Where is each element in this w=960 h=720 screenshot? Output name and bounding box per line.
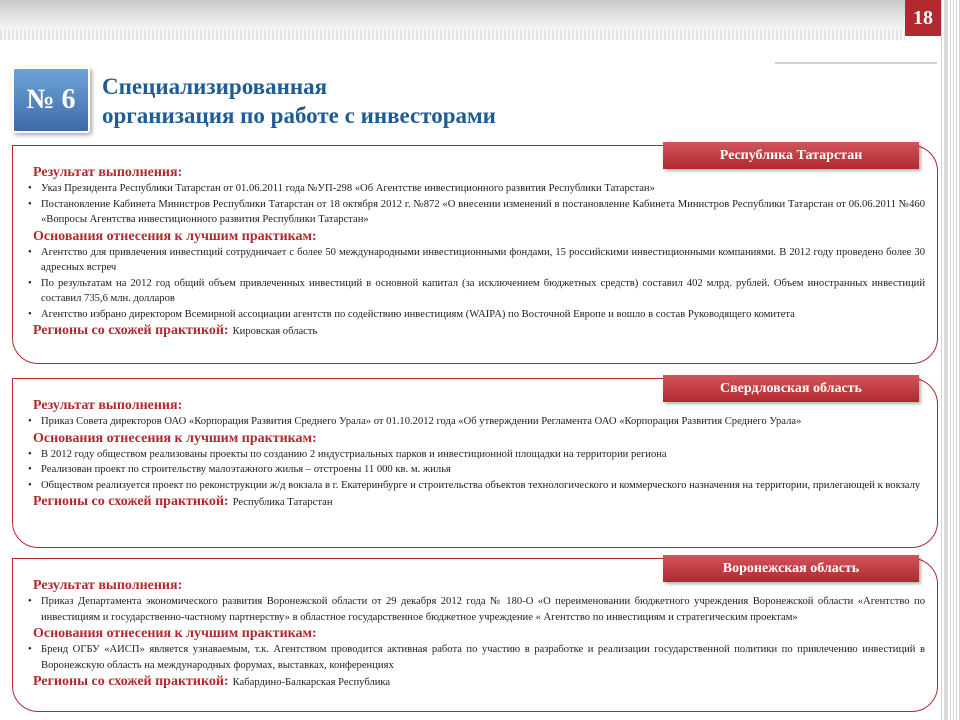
basis-heading: Основания отнесения к лучшим практикам: [33,228,317,244]
top-stripe [0,0,905,30]
regions-heading: Регионы со схожей практикой: [33,494,229,509]
basis-list [33,447,925,494]
regions-heading: Регионы со схожей практикой: [33,674,229,689]
list-item: • Указ Президента Республики Татарстан от 01.06.2011 года №УП-298 «Об Агентстве инвестиционного развития Республики Татарстан» [33,181,925,197]
similar-regions [33,673,925,691]
list-item: • Агентство для привлечения инвестиций сотрудничает с более 50 международными инвестиционными фондами, 15 российскими инвестиционными компаниями. В 2012 году проведено более 30 адресных встреч [33,245,925,276]
basis-list [33,245,925,323]
slide-number-badge: № 6 [12,67,90,133]
list-item: • По результатам на 2012 год общий объем привлеченных инвестиций в основной капитал (за исключением бюджетных средств) составил 402 млрд. рублей. Объем иностранных инвестиций составил 735,6 млн. долларов [33,276,925,307]
basis-heading: Основания отнесения к лучшим практикам: [33,626,317,641]
top-stripe-pattern [0,30,905,40]
result-list [33,414,925,430]
region-tag: Республика Татарстан [663,142,919,169]
practice-panel-voronezh [12,558,938,712]
basis-heading: Основания отнесения к лучшим практикам: [33,430,317,446]
result-heading: Результат выполнения: [33,165,183,180]
top-decorative-bar [0,0,960,38]
result-heading: Результат выполнения: [33,578,183,593]
result-list [33,594,925,625]
list-item: • Бренд ОГБУ «АИСП» является узнаваемым, т.к. Агентством проводится активная работа по участию в разработке и реализации государственной политики по привлечению инвестиций в Воронежскую область на международных форумах, выставках, конференциях [33,642,925,673]
right-accent-line [944,0,948,720]
similar-regions [33,493,925,511]
list-item: • Реализован проект по строительству малоэтажного жилья – отстроены 11 000 кв. м. жилья [33,462,925,478]
page-title [102,72,496,130]
regions-heading: Регионы со схожей практикой: [33,323,229,338]
practice-panel-tatarstan [12,145,938,364]
similar-regions [33,322,925,340]
page-title-line-1: Специализированная [102,74,328,99]
practice-panel-sverdlovsk [12,378,938,548]
list-item: • Приказ Совета директоров ОАО «Корпорация Развития Среднего Урала» от 01.10.2012 года «Об утверждении Регламента ОАО «Корпорация Развития Среднего Урала» [33,414,925,430]
page-title-line-2: организация по работе с инвесторами [102,103,496,128]
regions-value: Республика Татарстан [232,497,333,508]
list-item: • Обществом реализуется проект по реконструкции ж/д вокзала в г. Екатеринбурге и строительства объектов технологического и коммерческого назначения на территории, прилегающей к вокзалу [33,478,925,494]
list-item: • Приказ Департамента экономического развития Воронежской области от 29 декабря 2012 года № 180-О «О переименовании бюджетного учреждения Воронежской области «Агентство по инвестициям и государственно-частному партнерству» в областное государственное бюджетное учреждение « Агентство по инвестициям и стратегическим проектам» [33,594,925,625]
list-item: • В 2012 году обществом реализованы проекты по созданию 2 индустриальных парков и инвестиционной площадки на территории региона [33,447,925,463]
region-tag: Свердловская область [663,375,919,402]
list-item: • Агентство избрано директором Всемирной ассоциации агентств по содействию инвестициям (WAIPA) по Восточной Европе и вошло в состав Руководящего комитета [33,307,925,323]
list-item: • Постановление Кабинета Министров Республики Татарстан от 18 октября 2012 г. №872 «О внесении изменений в постановление Кабинета Министров Республики Татарстан от 06.06.2011 №460 «Вопросы Агентства инвестиционного развития Республики Татарстан» [33,197,925,228]
regions-value: Кировская область [232,326,318,337]
result-heading: Результат выполнения: [33,398,183,413]
title-divider [775,62,937,64]
result-list [33,181,925,228]
basis-list [33,642,925,673]
page-number: 18 [905,0,941,36]
regions-value: Кабардино-Балкарская Республика [232,677,391,688]
region-tag: Воронежская область [663,555,919,582]
